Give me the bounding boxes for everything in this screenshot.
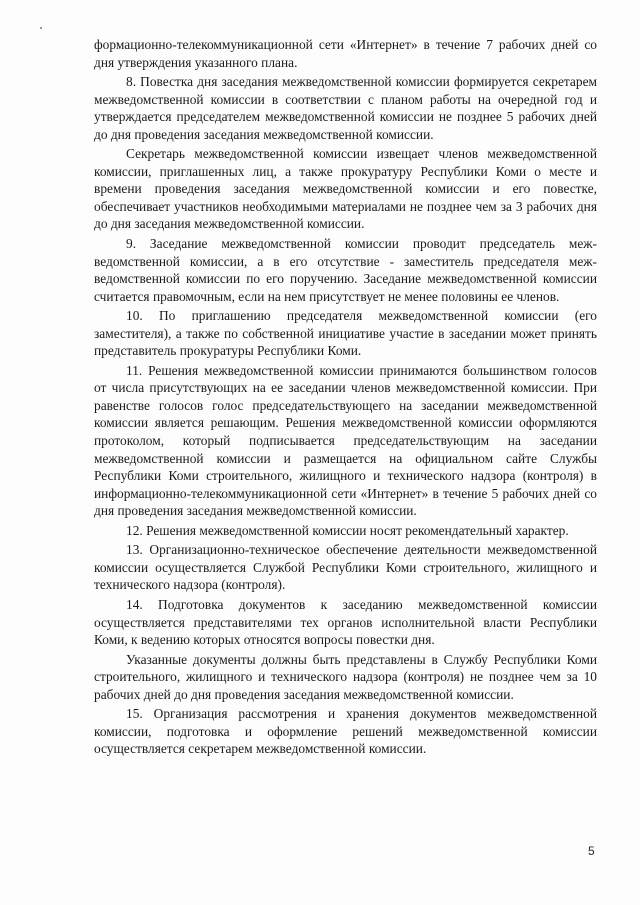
paragraph-item-14: 14. Подготовка документов к заседанию межведомственной комиссии осуществляется представителями тех органов исполнительной власти Республики Коми, к ведению которых относятся вопросы повестки дня.: [94, 596, 597, 648]
paragraph-item-15: 15. Организация рассмотрения и хранения документов межведомственной комиссии, подготовка и оформление решений межведомственной комиссии осуществляется секретарем межведомственной комиссии.: [94, 706, 597, 757]
paragraph-item-12: 12. Решения межведомственной комиссии носят рекомендательный характер.: [126, 522, 569, 538]
paragraph-item-10: 10. По приглашению председателя межведомственной комиссии (его заместителя), а также по собственной инициативе участие в заседании может принять представитель прокуратуры Республики Коми.: [94, 308, 597, 359]
paragraph-item-11: 11. Решения межведомственной комиссии принимаются большинством голосов от числа присутствующих на ее заседании членов межведомственной комиссии. При равенстве голосов голос председательствующего на заседании межведомственной комиссии является решающим. Решения межведомственной комиссии оформляются протоколом, который подписывается председательствующим на заседании межведомственной комиссии и размещается на официальном сайте Службы Республики Коми строительного, жилищного и технического надзора (контроля) в информационно-телекоммуникационной сети «Интернет» в течение 5 рабочих дней со дня проведения заседания межведомственной комиссии.: [94, 362, 597, 519]
paragraph-secretary-notice: Секретарь межведомственной комиссии извещает членов межведомственной комиссии, приглашенных лиц, а также прокуратуру Республики Коми о месте и времени проведения заседания межведомственной комиссии и его повестке, обеспечивает участников необходимыми материалами не позднее чем за 3 рабочих дня до дня заседания межведомственной комиссии.: [94, 146, 597, 232]
paragraph-continuation: формационно-телекоммуникационной сети «Интернет» в течение 7 рабочих дней со дня утверждения указанного плана.: [94, 37, 597, 70]
paragraph-item-13: 13. Организационно-техническое обеспечение деятельности межведомственной комиссии осуществляется Службой Республики Коми строительного, жилищного и технического надзора (контроля).: [94, 542, 597, 593]
paragraph-item-8: 8. Повестка дня заседания межведомственной комиссии формируется секретарем межведомственной комиссии в соответствии с планом работы на очередной год и утверждается председателем межведомственной комиссии не позднее 5 рабочих дней до дня проведения заседания межведомственной комиссии.: [94, 74, 597, 142]
page-number: 5: [588, 844, 595, 858]
scan-artifact-dot: [40, 27, 42, 29]
paragraph-item-9: 9. Заседание межведомственной комиссии проводит председатель межведомственной комиссии, а в его отсутствие - заместитель председателя межведомственной комиссии по его поручению. Заседание межведомственной комиссии считается правомочным, если на нем присутствует не менее половины ее членов.: [94, 236, 597, 304]
paragraph-documents-deadline: Указанные документы должны быть представлены в Службу Республики Коми строительного, жилищного и технического надзора (контроля) не позднее чем за 10 рабочих дней до дня проведения заседания межведомственной комиссии.: [94, 651, 597, 702]
document-body: [94, 36, 597, 760]
